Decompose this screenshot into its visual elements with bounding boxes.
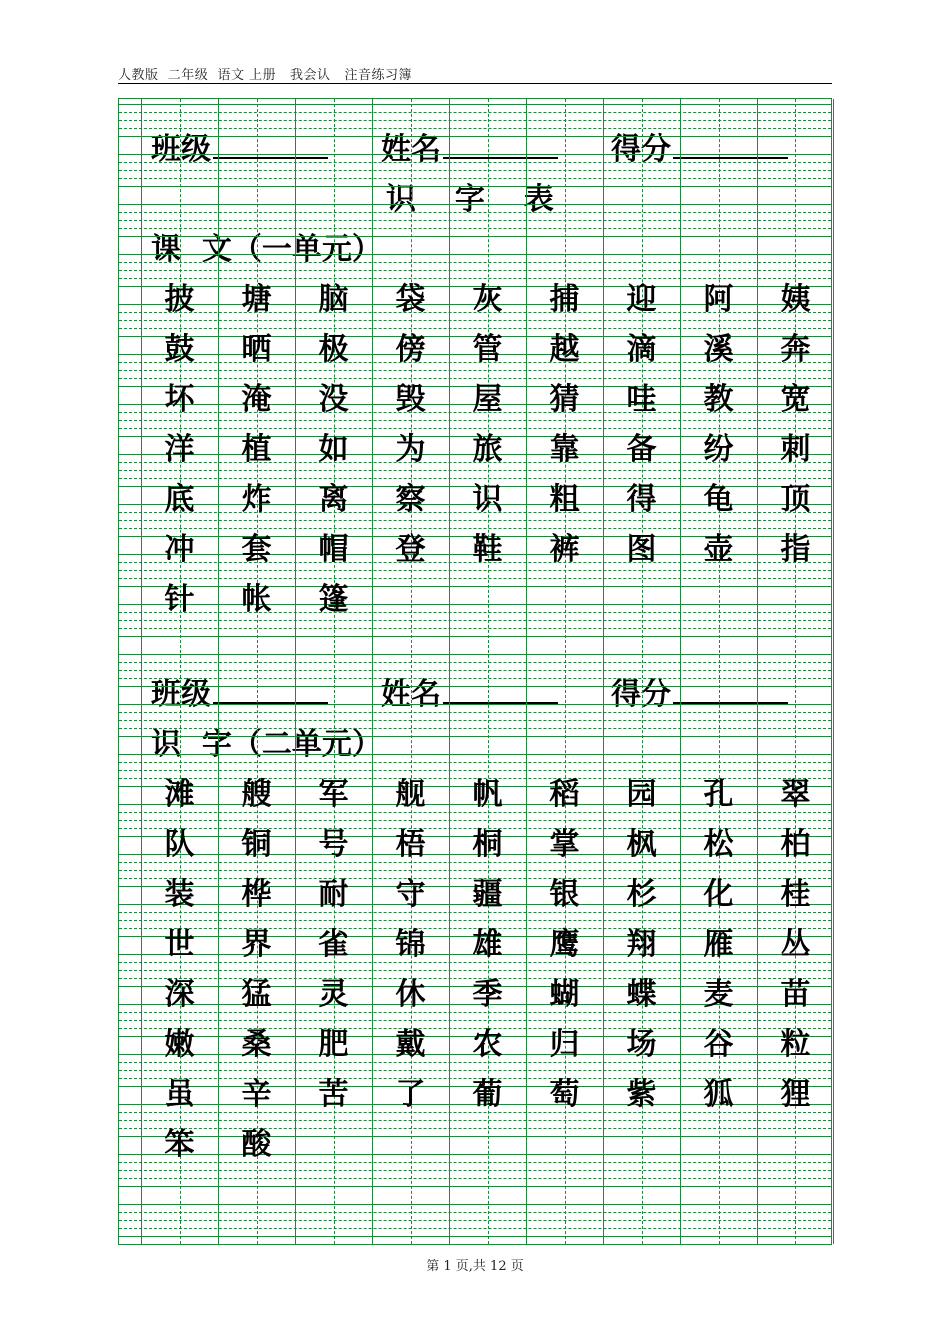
grid-hline — [119, 186, 831, 187]
character-cell: 世 — [164, 927, 195, 962]
character-cell: 装 — [164, 877, 195, 912]
character-cell: 冲 — [164, 532, 195, 567]
grid-hline — [119, 528, 831, 529]
character-cell: 辛 — [241, 1077, 272, 1112]
character-cell: 掌 — [549, 827, 580, 862]
character-cell: 毁 — [395, 382, 426, 417]
grid-hline — [119, 720, 831, 721]
grid-vline-mid — [180, 99, 181, 1244]
grid-hline — [119, 1236, 831, 1237]
grid-hline — [119, 220, 831, 221]
grid-vline-mid — [642, 99, 643, 1244]
name-field-2: 姓名 — [381, 675, 558, 715]
character-cell: 底 — [164, 482, 195, 517]
character-cell: 锦 — [395, 927, 426, 962]
grid-vline — [141, 99, 142, 1244]
character-cell: 蝴 — [549, 977, 580, 1012]
character-cell: 柏 — [780, 827, 811, 862]
grid-hline — [119, 1220, 831, 1221]
character-cell: 帽 — [318, 532, 349, 567]
character-cell: 猜 — [549, 382, 580, 417]
grid-hline — [119, 712, 831, 713]
grid-hline — [119, 678, 831, 679]
table-title: 识 字 表 — [386, 182, 560, 217]
grid-vline-mid — [795, 99, 796, 1244]
grid-hline — [119, 670, 831, 671]
grid-hline — [119, 1070, 831, 1071]
grid-hline — [119, 820, 831, 821]
character-cell: 嫩 — [164, 1027, 195, 1062]
character-cell: 猛 — [241, 977, 272, 1012]
character-cell: 披 — [164, 282, 195, 317]
character-cell: 麦 — [703, 977, 734, 1012]
character-cell: 如 — [318, 432, 349, 467]
character-cell: 化 — [703, 877, 734, 912]
page-header: 人教版 二年级 语文 上册 我会认 注音练习簿 — [118, 68, 412, 83]
character-cell: 顶 — [780, 482, 811, 517]
character-cell: 疆 — [472, 877, 503, 912]
score-field-2: 得分 — [611, 675, 788, 715]
grid-hline — [119, 262, 831, 263]
character-cell: 龟 — [703, 482, 734, 517]
character-cell: 艘 — [241, 777, 272, 812]
grid-hline — [119, 470, 831, 471]
character-cell: 塘 — [241, 282, 272, 317]
character-cell: 梧 — [395, 827, 426, 862]
grid-hline — [119, 212, 831, 213]
character-cell: 孔 — [703, 777, 734, 812]
character-cell: 纷 — [703, 432, 734, 467]
character-cell: 翔 — [626, 927, 657, 962]
grid-hline — [119, 254, 831, 255]
character-cell: 号 — [318, 827, 349, 862]
character-cell: 枫 — [626, 827, 657, 862]
class-field-1: 班级 — [151, 130, 328, 170]
character-cell: 场 — [626, 1027, 657, 1062]
grid-hline — [119, 628, 831, 629]
grid-hline — [119, 654, 831, 655]
grid-hline — [119, 754, 831, 755]
grid-vline-mid — [411, 99, 412, 1244]
grid-hline — [119, 612, 831, 613]
character-cell: 越 — [549, 332, 580, 367]
character-cell: 鹰 — [549, 927, 580, 962]
grid-hline — [119, 328, 831, 329]
character-cell: 教 — [703, 382, 734, 417]
character-cell: 滴 — [626, 332, 657, 367]
character-cell: 坏 — [164, 382, 195, 417]
grid-hline — [119, 620, 831, 621]
character-cell: 雁 — [703, 927, 734, 962]
character-cell: 蝶 — [626, 977, 657, 1012]
character-cell: 帐 — [241, 582, 272, 617]
character-cell: 洋 — [164, 432, 195, 467]
character-cell: 滩 — [164, 777, 195, 812]
character-cell: 葡 — [472, 1077, 503, 1112]
grid-hline — [119, 770, 831, 771]
grid-hline — [119, 604, 831, 605]
character-cell: 屋 — [472, 382, 503, 417]
grid-vline — [372, 99, 373, 1244]
character-cell: 奔 — [780, 332, 811, 367]
character-cell: 季 — [472, 977, 503, 1012]
grid-hline — [119, 762, 831, 763]
character-cell: 苦 — [318, 1077, 349, 1112]
grid-hline — [119, 270, 831, 271]
character-cell: 得 — [626, 482, 657, 517]
character-cell: 裤 — [549, 532, 580, 567]
grid-hline — [119, 662, 831, 663]
character-cell: 溪 — [703, 332, 734, 367]
character-cell: 丛 — [780, 927, 811, 962]
header-rule — [118, 83, 832, 84]
grid-hline — [119, 728, 831, 729]
character-cell: 苗 — [780, 977, 811, 1012]
score-field-1: 得分 — [611, 130, 788, 170]
character-cell: 指 — [780, 532, 811, 567]
grid-hline — [119, 704, 831, 705]
character-cell: 备 — [626, 432, 657, 467]
grid-hline — [119, 112, 831, 113]
character-cell: 归 — [549, 1027, 580, 1062]
grid-hline — [119, 586, 831, 587]
character-cell: 园 — [626, 777, 657, 812]
character-cell: 脑 — [318, 282, 349, 317]
character-cell: 晒 — [241, 332, 272, 367]
character-cell: 铜 — [241, 827, 272, 862]
grid-hline — [119, 370, 831, 371]
grid-vline — [449, 99, 450, 1244]
character-cell: 宽 — [780, 382, 811, 417]
grid-hline — [119, 1136, 831, 1137]
grid-hline — [119, 1020, 831, 1021]
grid-vline-mid — [719, 99, 720, 1244]
grid-vline — [757, 99, 758, 1244]
character-cell: 旅 — [472, 432, 503, 467]
grid-hline — [119, 278, 831, 279]
character-cell: 桂 — [780, 877, 811, 912]
character-cell: 鼓 — [164, 332, 195, 367]
grid-hline — [119, 204, 831, 205]
character-cell: 稻 — [549, 777, 580, 812]
section2-title: 识 字（二单元） — [151, 727, 382, 762]
character-cell: 笨 — [164, 1127, 195, 1162]
character-cell: 松 — [703, 827, 734, 862]
grid-vline-mid — [488, 99, 489, 1244]
grid-vline-mid — [334, 99, 335, 1244]
character-cell: 淹 — [241, 382, 272, 417]
character-cell: 银 — [549, 877, 580, 912]
character-cell: 登 — [395, 532, 426, 567]
grid-hline — [119, 178, 831, 179]
grid-hline — [119, 570, 831, 571]
character-cell: 极 — [318, 332, 349, 367]
name-field-1: 姓名 — [381, 130, 558, 170]
grid-hline — [119, 154, 831, 155]
character-cell: 雄 — [472, 927, 503, 962]
character-cell: 阿 — [703, 282, 734, 317]
grid-hline — [119, 736, 831, 737]
grid-vline — [218, 99, 219, 1244]
character-cell: 萄 — [549, 1077, 580, 1112]
character-cell: 图 — [626, 532, 657, 567]
character-cell: 粗 — [549, 482, 580, 517]
grid-hline — [119, 578, 831, 579]
character-cell: 植 — [241, 432, 272, 467]
character-cell: 雀 — [318, 927, 349, 962]
character-cell: 鞋 — [472, 532, 503, 567]
grid-hline — [119, 1228, 831, 1229]
character-cell: 离 — [318, 482, 349, 517]
grid-hline — [119, 686, 831, 687]
character-cell: 狐 — [703, 1077, 734, 1112]
character-cell: 姨 — [780, 282, 811, 317]
character-cell: 肥 — [318, 1027, 349, 1062]
character-cell: 套 — [241, 532, 272, 567]
grid-hline — [119, 1120, 831, 1121]
character-cell: 壶 — [703, 532, 734, 567]
character-cell: 守 — [395, 877, 426, 912]
grid-hline — [119, 128, 831, 129]
section1-title: 课 文（一单元） — [151, 232, 382, 267]
grid-hline — [119, 136, 831, 137]
character-cell: 深 — [164, 977, 195, 1012]
grid-hline — [119, 1170, 831, 1171]
character-cell: 舰 — [395, 777, 426, 812]
tianzige-grid — [118, 98, 832, 1245]
grid-hline — [119, 1154, 831, 1155]
character-cell: 帆 — [472, 777, 503, 812]
character-cell: 篷 — [318, 582, 349, 617]
grid-hline — [119, 236, 831, 237]
character-cell: 针 — [164, 582, 195, 617]
grid-hline — [119, 520, 831, 521]
class-field-2: 班级 — [151, 675, 328, 715]
grid-vline-mid — [257, 99, 258, 1244]
character-cell: 杉 — [626, 877, 657, 912]
character-cell: 谷 — [703, 1027, 734, 1062]
grid-vline — [295, 99, 296, 1244]
grid-vline — [526, 99, 527, 1244]
character-cell: 农 — [472, 1027, 503, 1062]
character-cell: 军 — [318, 777, 349, 812]
grid-hline — [119, 420, 831, 421]
character-cell: 灰 — [472, 282, 503, 317]
character-cell: 队 — [164, 827, 195, 862]
character-cell: 灵 — [318, 977, 349, 1012]
character-cell: 酸 — [241, 1127, 272, 1162]
character-cell: 桦 — [241, 877, 272, 912]
character-cell: 粒 — [780, 1027, 811, 1062]
grid-hline — [119, 1128, 831, 1129]
grid-hline — [119, 320, 831, 321]
grid-hline — [119, 228, 831, 229]
grid-hline — [119, 378, 831, 379]
grid-hline — [119, 478, 831, 479]
character-cell: 桑 — [241, 1027, 272, 1062]
grid-hline — [119, 104, 831, 105]
grid-hline — [119, 1212, 831, 1213]
grid-hline — [119, 1178, 831, 1179]
character-cell: 虽 — [164, 1077, 195, 1112]
character-cell: 捕 — [549, 282, 580, 317]
character-cell: 靠 — [549, 432, 580, 467]
character-cell: 刺 — [780, 432, 811, 467]
grid-vline — [833, 99, 834, 1244]
grid-hline — [119, 428, 831, 429]
character-cell: 炸 — [241, 482, 272, 517]
character-cell: 狸 — [780, 1077, 811, 1112]
character-cell: 桐 — [472, 827, 503, 862]
character-cell: 耐 — [318, 877, 349, 912]
character-cell: 为 — [395, 432, 426, 467]
character-cell: 迎 — [626, 282, 657, 317]
character-cell: 哇 — [626, 382, 657, 417]
grid-vline — [603, 99, 604, 1244]
character-cell: 袋 — [395, 282, 426, 317]
grid-hline — [119, 870, 831, 871]
character-cell: 了 — [395, 1077, 426, 1112]
grid-hline — [119, 1162, 831, 1163]
grid-hline — [119, 120, 831, 121]
character-cell: 紫 — [626, 1077, 657, 1112]
character-cell: 傍 — [395, 332, 426, 367]
grid-hline — [119, 636, 831, 637]
grid-hline — [119, 970, 831, 971]
grid-vline — [680, 99, 681, 1244]
character-cell: 休 — [395, 977, 426, 1012]
grid-hline — [119, 1186, 831, 1187]
character-cell: 界 — [241, 927, 272, 962]
grid-vline-mid — [565, 99, 566, 1244]
grid-hline — [119, 162, 831, 163]
character-cell: 管 — [472, 332, 503, 367]
character-cell: 没 — [318, 382, 349, 417]
grid-hline — [119, 920, 831, 921]
character-cell: 翠 — [780, 777, 811, 812]
character-cell: 戴 — [395, 1027, 426, 1062]
character-cell: 识 — [472, 482, 503, 517]
grid-hline — [119, 1204, 831, 1205]
character-cell: 察 — [395, 482, 426, 517]
page-footer: 第 1 页,共 12 页 — [426, 1259, 524, 1274]
grid-hline — [119, 170, 831, 171]
